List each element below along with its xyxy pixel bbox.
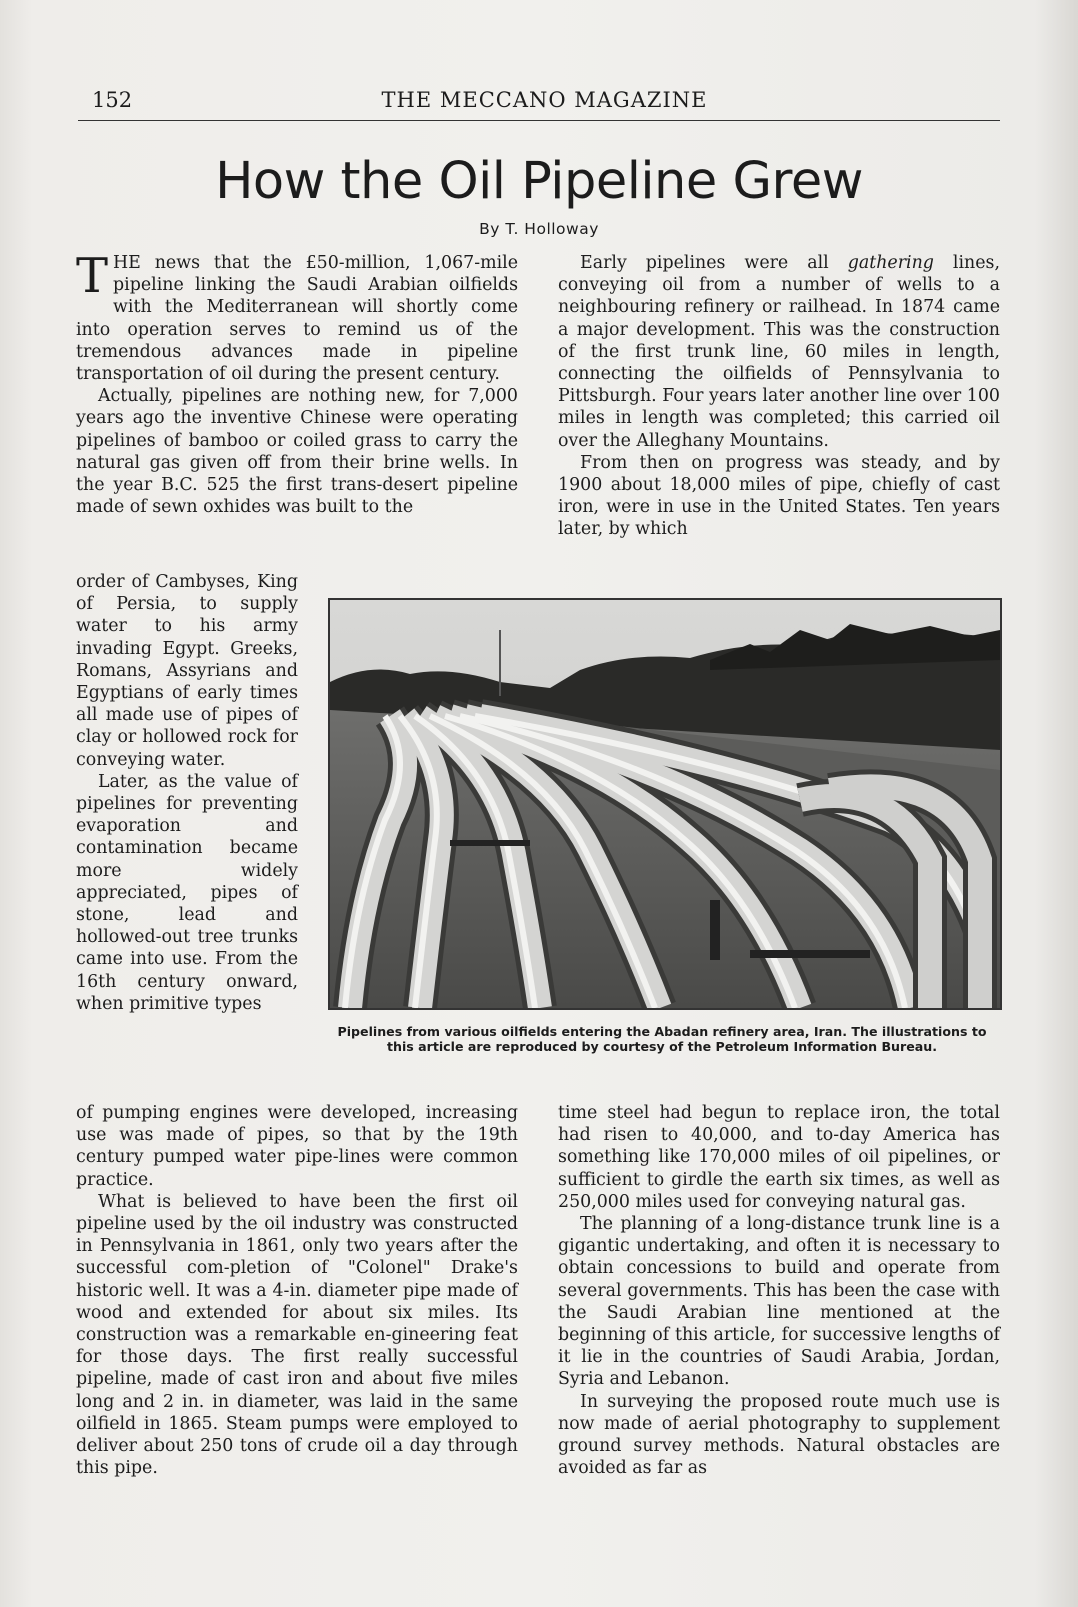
column-1-top <box>76 248 518 518</box>
page-number: 152 <box>92 88 133 112</box>
paragraph: Later, as the value of pipelines for preventing evaporation and contamination became more widely appreciated, pipes of stone, lead and hollowed-out tree trunks came into use. From the 16th century onward, when primitive types <box>76 771 298 1014</box>
page-header <box>92 88 997 118</box>
drop-cap: T <box>76 248 109 304</box>
paragraph: order of Cambyses, King of Persia, to supply water to his army invading Egypt. Greeks, Romans, Assyrians and Egyptians of early times all made use of pipes of clay or hollowed rock for conveying water. <box>76 572 298 770</box>
column-1-narrow <box>76 571 298 1015</box>
paragraph: of pumping engines were developed, increasing use was made of pipes, so that by the 19th century pumped water pipe-lines were common practice. <box>76 1103 518 1190</box>
magazine-title: THE MECCANO MAGAZINE <box>381 88 708 112</box>
header-rule <box>78 120 1000 121</box>
column-2-bottom <box>558 1102 1000 1479</box>
paragraph <box>558 252 1000 452</box>
column-2-top <box>558 252 1000 541</box>
column-1-bottom <box>76 1102 518 1479</box>
paragraph-text: lines, conveying oil from a number of wells to a neighbouring refinery or railhead. In 1874 came a major development. This was the construction of the first trunk line, 60 miles in length, connecting the oilfields of Pennsylvania to Pittsburgh. Four years later another line over 100 miles in length was completed; this carried oil over the Alleghany Mountains. <box>558 253 1000 451</box>
article-title: How the Oil Pipeline Grew <box>215 152 863 211</box>
photo-caption: Pipelines from various oilfields entering the Abadan refinery area, Iran. The illustrations to this article are reproduced by courtesy of the Petroleum Information Bureau. <box>337 1024 987 1054</box>
pipelines-photo <box>328 598 1002 1010</box>
paragraph-text: Early pipelines were all <box>580 253 848 273</box>
paragraph: Actually, pipelines are nothing new, for 7,000 years ago the inventive Chinese were operating pipelines of bamboo or coiled grass to carry the natural gas given off from their brine wells. In the year B.C. 525 the first trans-desert pipeline made of sewn oxhides was built to the <box>76 386 518 518</box>
paragraph: time steel had begun to replace iron, the total had risen to 40,000, and to-day America has something like 170,000 miles of oil pipelines, or sufficient to girdle the earth six times, as well as 250,000 miles used for conveying natural gas. <box>558 1103 1000 1212</box>
article-byline: By T. Holloway <box>479 220 599 238</box>
paragraph: In surveying the proposed route much use is now made of aerial photography to supplement ground survey methods. Natural obstacles are avoided as far as <box>558 1391 1000 1479</box>
paragraph-text: HE news that the £50-million, 1,067-mile pipeline linking the Saudi Arabian oilfields with the Mediterranean will shortly come into operation serves to remind us of the tremendous advances made in pipeline transportation of oil during the present century. <box>76 253 518 385</box>
paragraph: The planning of a long-distance trunk line is a gigantic undertaking, and often it is necessary to obtain concessions to build and operate from several governments. This has been the case with the Saudi Arabian line mentioned at the beginning of this article, for successive lengths of it lie in the countries of Saudi Arabia, Jordan, Syria and Lebanon. <box>558 1214 1000 1390</box>
emphasis-text: gathering <box>847 253 934 273</box>
paragraph <box>76 248 518 385</box>
paragraph: From then on progress was steady, and by 1900 about 18,000 miles of pipe, chiefly of cast iron, were in use in the United States. Ten years later, by which <box>558 452 1000 540</box>
paragraph: What is believed to have been the first oil pipeline used by the oil industry was constructed in Pennsylvania in 1861, only two years after the successful com-pletion of "Colonel" Drake's historic well. It was a 4-in. diameter pipe made of wood and extended for about six miles. Its construction was a remarkable en-gineering feat for those days. The first really successful pipeline, made of cast iron and about five miles long and 2 in. in diameter, was laid in the same oilfield in 1865. Steam pumps were employed to deliver about 250 tons of crude oil a day through this pipe. <box>76 1191 518 1479</box>
